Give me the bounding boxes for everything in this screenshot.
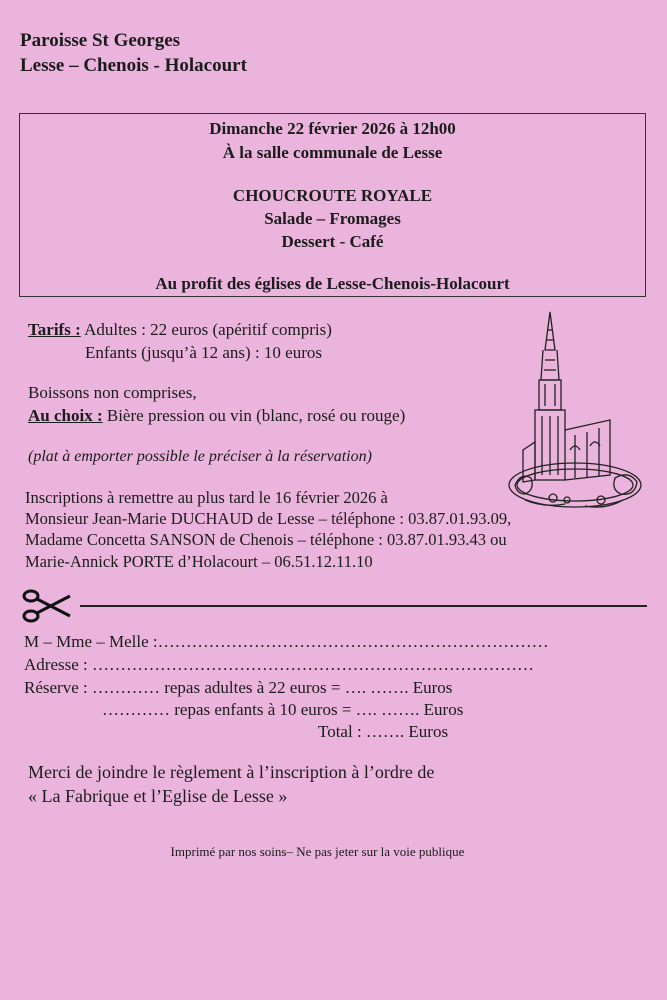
meal-line-3: Dessert - Café xyxy=(281,232,384,251)
contact-3: Marie-Annick PORTE d’Holacourt – 06.51.12.11.10 xyxy=(25,552,373,571)
scissors-icon xyxy=(22,588,74,624)
tarifs-adults-row xyxy=(28,320,332,340)
form-name-line[interactable]: M – Mme – Melle :…………………………………………………………… xyxy=(24,632,549,651)
cut-line xyxy=(80,605,647,607)
parish-villages: Lesse – Chenois - Holacourt xyxy=(20,55,247,76)
form-address-line[interactable]: Adresse : …………………………………………………………………… xyxy=(24,655,534,674)
takeaway-note: (plat à emporter possible le préciser à la réservation) xyxy=(28,448,372,465)
drinks-choice-text: Bière pression ou vin (blanc, rosé ou rouge) xyxy=(106,406,406,425)
event-benefit: Au profit des églises de Lesse-Chenois-Holacourt xyxy=(155,274,510,293)
form-total[interactable]: Total : ……. Euros xyxy=(318,722,449,741)
tarifs-label: Tarifs : xyxy=(28,320,81,339)
event-place: À la salle communale de Lesse xyxy=(222,143,443,162)
form-reserve-children[interactable]: ………… repas enfants à 10 euros = …. ……. Euros xyxy=(102,700,464,719)
inscriptions-intro: Inscriptions à remettre au plus tard le 16 février 2026 à xyxy=(25,488,388,507)
drinks-not-included: Boissons non comprises, xyxy=(28,383,197,402)
form-reserve-adults[interactable]: Réserve : ………… repas adultes à 22 euros = …. ……. Euros xyxy=(24,678,453,697)
event-date: Dimanche 22 février 2026 à 12h00 xyxy=(209,119,456,138)
footer-note: Imprimé par nos soins– Ne pas jeter sur la voie publique xyxy=(170,844,465,859)
drinks-choice-row xyxy=(28,406,405,426)
payment-line-1: Merci de joindre le règlement à l’inscription à l’ordre de xyxy=(28,762,435,782)
meal-title: CHOUCROUTE ROYALE xyxy=(232,186,433,205)
tarifs-adults: Adultes : 22 euros (apéritif compris) xyxy=(84,320,332,339)
contact-1: Monsieur Jean-Marie DUCHAUD de Lesse – téléphone : 03.87.01.93.09, xyxy=(25,509,512,528)
cathedral-illustration xyxy=(505,310,645,525)
payment-line-2: « La Fabrique et l’Eglise de Lesse » xyxy=(28,786,288,806)
parish-name: Paroisse St Georges xyxy=(20,30,181,51)
meal-line-2: Salade – Fromages xyxy=(264,209,401,228)
drinks-choice-label: Au choix : xyxy=(28,406,103,425)
contact-2: Madame Concetta SANSON de Chenois – téléphone : 03.87.01.93.43 ou xyxy=(25,530,507,549)
tarifs-children: Enfants (jusqu’à 12 ans) : 10 euros xyxy=(85,343,323,362)
